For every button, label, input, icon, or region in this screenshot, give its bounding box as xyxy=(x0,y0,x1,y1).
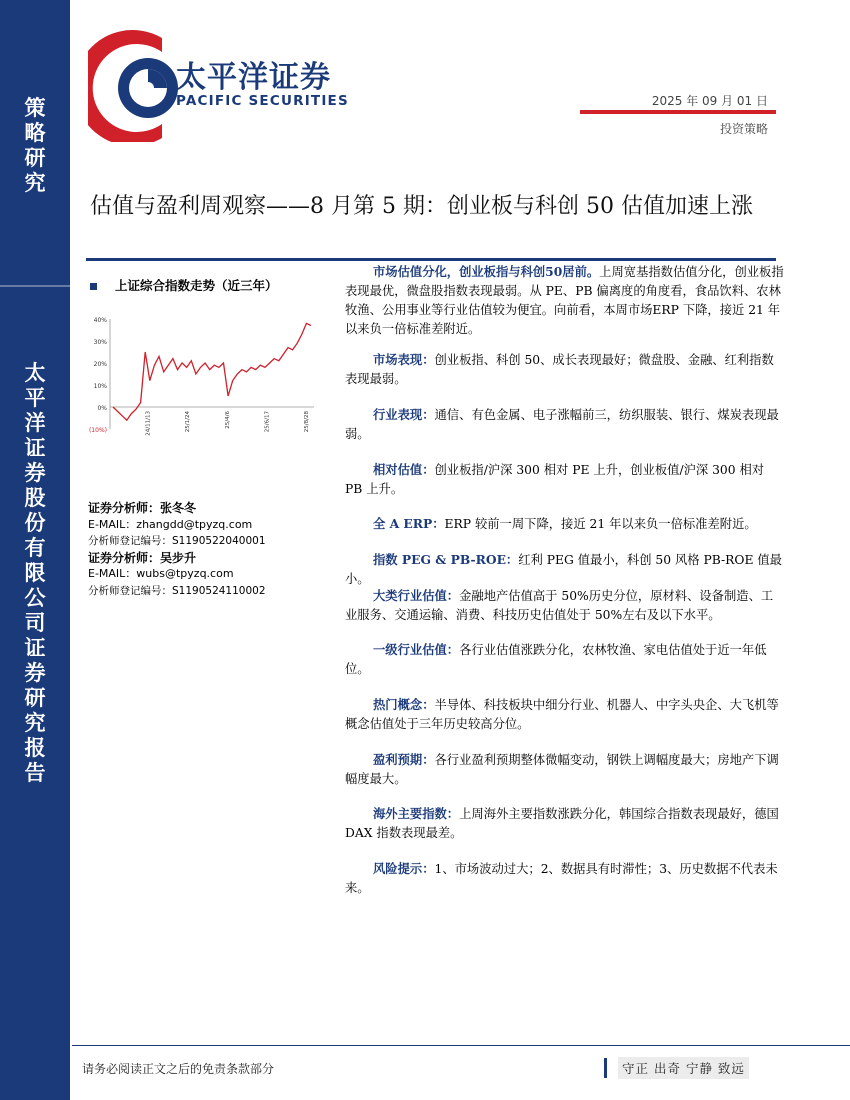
chart-y-tick-label: (10%) xyxy=(88,427,107,434)
footer-accent xyxy=(604,1058,607,1078)
analyst-email: E-MAIL：zhangdd@tpyzq.com xyxy=(88,517,253,531)
paragraph-text: 红利 PEG 值最小，科创 50 风格 PB-ROE 值最小。 xyxy=(345,553,782,586)
summary-paragraph xyxy=(345,460,785,499)
paragraph-text: 上周宽基指数估值分化，创业板指表现最优，微盘股指数表现最弱。从 PE、PB 偏离度的角度看，食品饮料、农林牧渔、公用事业等行业估值较为便宜。向前看，本周市场ERP 下降，接近 21 年以来负一倍标准差附近。 xyxy=(345,265,784,336)
chart-title: 上证综合指数走势（近三年） xyxy=(115,278,278,293)
analyst-name: 证券分析师：张冬冬 xyxy=(88,501,197,515)
analyst-email: E-MAIL：wubs@tpyzq.com xyxy=(88,567,234,580)
chart-y-tick-label: 40% xyxy=(93,317,107,324)
summary-paragraph xyxy=(345,550,785,589)
paragraph-text: 上周海外主要指数涨跌分化，韩国综合指数表现最好，德国DAX 指数表现最差。 xyxy=(345,807,779,840)
summary-paragraph xyxy=(345,640,785,679)
paragraph-text: 通信、有色金属、电子涨幅前三，纺织服装、银行、煤炭表现最弱。 xyxy=(345,408,779,441)
summary-paragraph xyxy=(345,405,785,444)
paragraph-lead: 热门概念： xyxy=(373,697,435,712)
footer-motto: 守正 出奇 宁静 致远 xyxy=(618,1057,749,1079)
paragraph-text: 各行业估值涨跌分化，农林牧渔、家电估值处于近一年低位。 xyxy=(345,643,767,676)
brand-name-en: PACIFIC SECURITIES xyxy=(176,93,349,109)
summary-paragraph xyxy=(345,350,785,389)
summary-paragraph xyxy=(345,804,785,843)
report-category: 投资策略 xyxy=(719,122,768,136)
title-divider xyxy=(86,258,776,261)
paragraph-lead: 海外主要指数： xyxy=(373,806,460,821)
chart-x-tick-label: 24/11/13 xyxy=(145,411,152,436)
chart-series-line xyxy=(113,323,311,420)
sidebar-top-label: 策 略 研 究 xyxy=(24,95,46,195)
paragraph-lead: 全 A ERP： xyxy=(373,516,445,531)
paragraph-text: 1、市场波动过大；2、数据具有时滞性；3、历史数据不代表未来。 xyxy=(345,862,778,895)
paragraph-lead: 指数 PEG & PB-ROE： xyxy=(373,552,519,567)
paragraph-lead: 行业表现： xyxy=(373,407,435,422)
chart-x-tick-label: 25/4/6 xyxy=(224,411,231,429)
paragraph-lead: 市场表现： xyxy=(373,352,435,367)
analyst-registration: 分析师登记编号：S1190524110002 xyxy=(88,584,266,597)
paragraph-lead: 相对估值： xyxy=(373,462,435,477)
paragraph-text: 创业板指/沪深 300 相对 PE 上升，创业板值/沪深 300 相对 PB 上升。 xyxy=(345,463,765,496)
analyst-block xyxy=(88,500,266,599)
paragraph-lead: 大类行业估值： xyxy=(373,588,460,603)
chart-y-tick-label: 20% xyxy=(93,361,107,368)
chart-y-tick-label: 10% xyxy=(93,383,107,390)
summary-paragraph xyxy=(345,586,785,625)
paragraph-text: ERP 较前一周下降，接近 21 年以来负一倍标准差附近。 xyxy=(444,517,757,531)
paragraph-text: 半导体、科技板块中细分行业、机器人、中字头央企、大飞机等概念估值处于三年历史较高分位。 xyxy=(345,698,779,731)
report-date: 2025 年 09 月 01 日 xyxy=(651,94,768,108)
chart-x-tick-label: 25/8/28 xyxy=(304,411,310,433)
brand-name-cn: 太平洋证券 xyxy=(176,60,331,95)
chart-x-tick-label: 25/1/24 xyxy=(185,411,192,433)
summary-paragraph xyxy=(345,859,785,898)
paragraph-lead: 市场估值分化，创业板指与科创50居前。 xyxy=(373,264,600,279)
paragraph-text: 金融地产估值高于 50%历史分位，原材料、设备制造、工业服务、交通运输、消费、科技历史估值处于 50%左右及以下水平。 xyxy=(345,589,774,622)
chart-x-tick-label: 25/6/17 xyxy=(264,411,271,433)
bullet-square-icon xyxy=(90,283,97,290)
summary-paragraph xyxy=(345,750,785,789)
paragraph-text: 各行业盈利预期整体微幅变动，钢铁上调幅度最大；房地产下调幅度最大。 xyxy=(345,753,779,786)
summary-paragraph xyxy=(345,262,785,339)
chart-heading xyxy=(90,276,278,294)
summary-paragraph xyxy=(345,514,785,534)
header-accent-line xyxy=(580,110,776,114)
index-trend-chart xyxy=(86,305,326,445)
chart-y-tick-label: 30% xyxy=(93,339,107,346)
sidebar-divider xyxy=(0,285,70,287)
footer-disclaimer: 请务必阅读正文之后的免责条款部分 xyxy=(82,1062,275,1076)
sidebar-bottom-label: 太 平 洋 证 券 股 份 有 限 公 司 证 券 研 究 报 告 xyxy=(24,360,46,785)
paragraph-lead: 一级行业估值： xyxy=(373,642,460,657)
analyst-registration: 分析师登记编号：S1190522040001 xyxy=(88,535,266,547)
footer-divider xyxy=(72,1045,850,1046)
chart-y-tick-label: 0% xyxy=(97,405,107,412)
paragraph-text: 创业板指、科创 50、成长表现最好；微盘股、金融、红利指数表现最弱。 xyxy=(345,353,774,386)
paragraph-lead: 风险提示： xyxy=(373,861,435,876)
sidebar xyxy=(0,0,70,1100)
paragraph-lead: 盈利预期： xyxy=(373,752,435,767)
report-title: 估值与盈利周观察——8 月第 5 期：创业板与科创 50 估值加速上涨 xyxy=(90,194,753,219)
analyst-name: 证券分析师：吴步升 xyxy=(88,550,197,565)
summary-paragraph xyxy=(345,695,785,734)
